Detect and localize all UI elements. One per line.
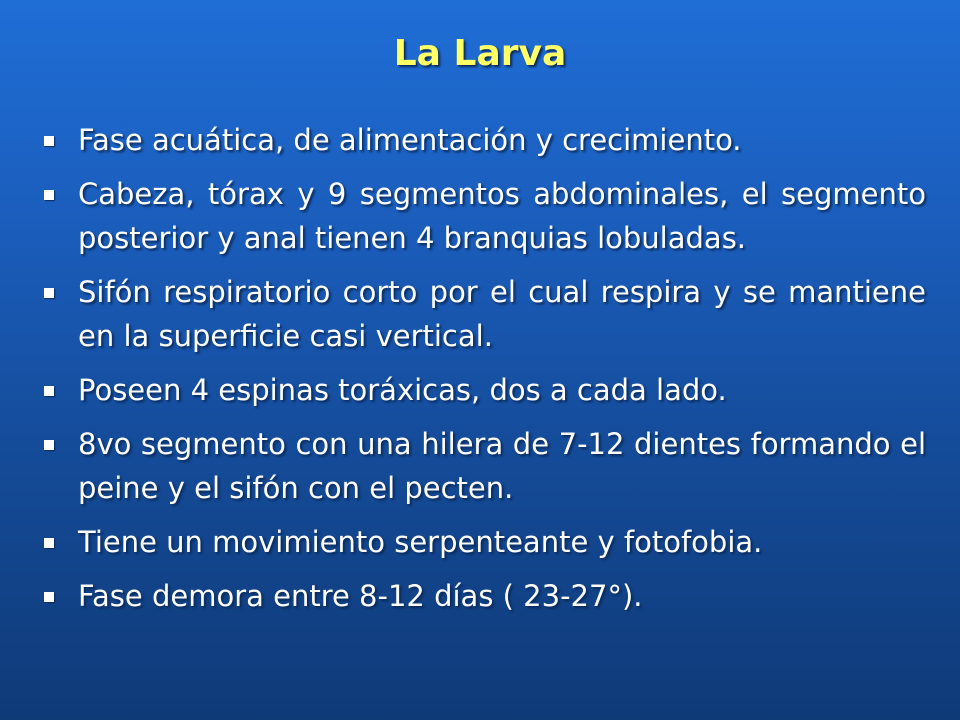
bullet-text: Sifón respiratorio corto por el cual respira y se mantiene en la superficie casi vertical.: [78, 275, 926, 353]
square-bullet-icon: [44, 136, 54, 146]
bullet-item: [40, 368, 926, 412]
square-bullet-icon: [44, 440, 54, 450]
bullet-text: Tiene un movimiento serpenteante y fotofobia.: [78, 525, 763, 559]
bullet-item: [40, 520, 926, 564]
bullet-text: Cabeza, tórax y 9 segmentos abdominales, el segmento posterior y anal tienen 4 branquias lobuladas.: [78, 177, 926, 255]
square-bullet-icon: [44, 592, 54, 602]
square-bullet-icon: [44, 288, 54, 298]
bullet-text: Fase acuática, de alimentación y crecimiento.: [78, 123, 742, 157]
bullet-item: [40, 118, 926, 162]
square-bullet-icon: [44, 190, 54, 200]
bullet-item: [40, 270, 926, 358]
bullet-item: [40, 574, 926, 618]
slide-title: La Larva: [393, 33, 567, 74]
bullet-text: Poseen 4 espinas toráxicas, dos a cada lado.: [78, 373, 727, 407]
square-bullet-icon: [44, 538, 54, 548]
bullet-item: [40, 422, 926, 510]
bullet-text: Fase demora entre 8-12 días ( 23-27°).: [78, 579, 643, 613]
bullet-item: [40, 172, 926, 260]
square-bullet-icon: [44, 386, 54, 396]
bullet-text: 8vo segmento con una hilera de 7-12 dientes formando el peine y el sifón con el pecten.: [78, 427, 926, 505]
bullet-list: [40, 118, 926, 628]
